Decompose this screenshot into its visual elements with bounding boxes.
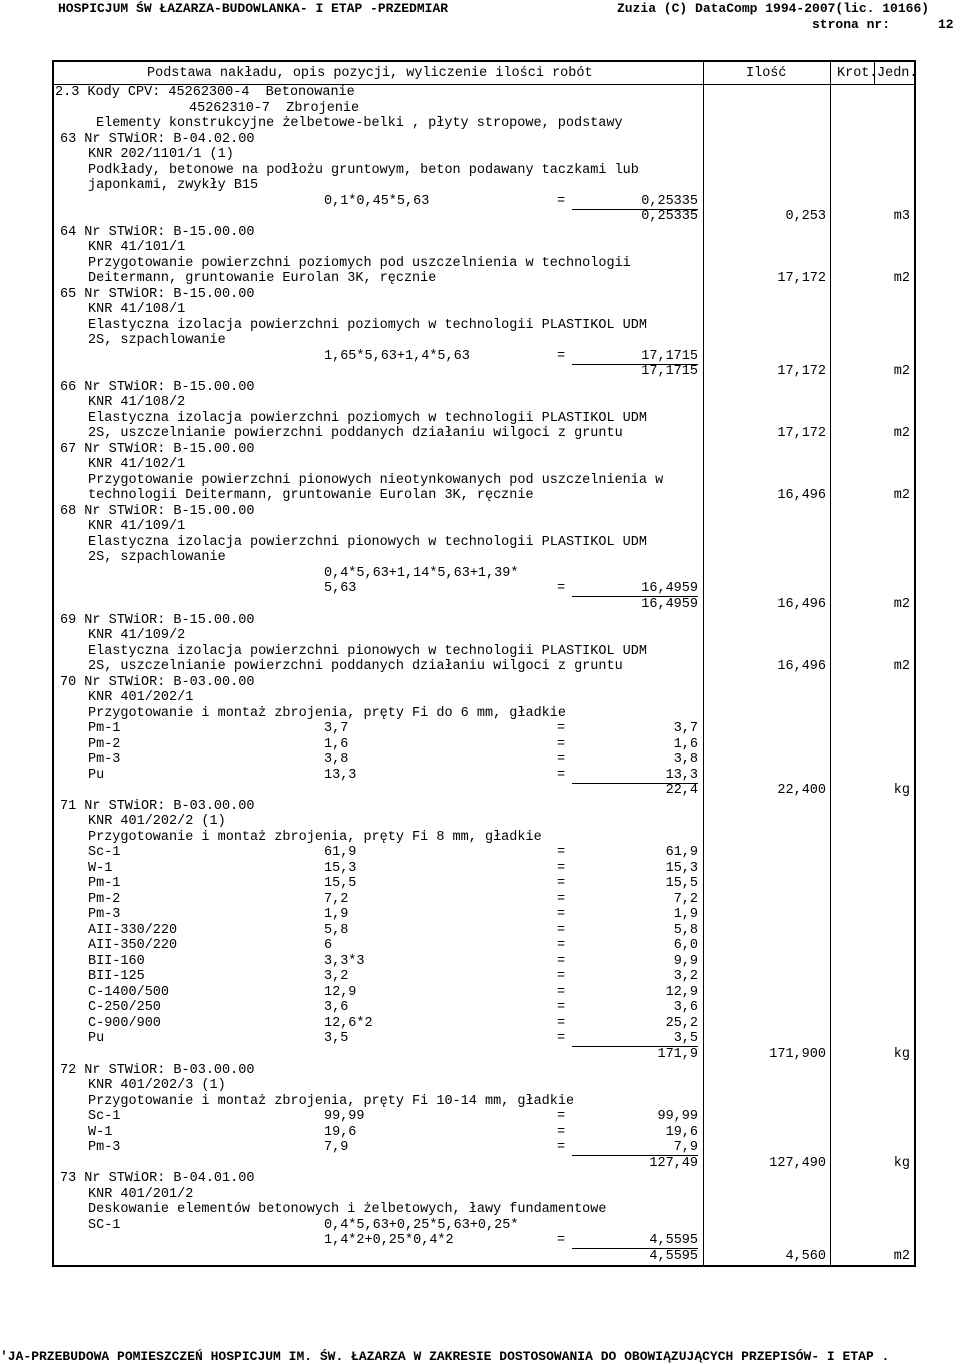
text-line: BII-160 xyxy=(88,954,145,969)
text-line: 65 Nr STWiOR: B-15.00.00 xyxy=(60,287,255,302)
page-number: 12 xyxy=(938,17,954,32)
text-line: = xyxy=(557,768,566,783)
text-line: 0,4*5,63+0,25*5,63+0,25* xyxy=(324,1218,519,1233)
text-line: 3,2 xyxy=(324,969,349,984)
text-line: Pm-3 xyxy=(88,1140,121,1155)
text-line: 171,900 xyxy=(769,1047,826,1062)
text-line: 1,4*2+0,25*0,4*2 xyxy=(324,1233,454,1248)
column-header-quantity: Ilość xyxy=(746,66,787,81)
text-line: 13,3 xyxy=(324,768,357,783)
text-line: 0,1*0,45*5,63 xyxy=(324,194,430,209)
text-line: 3,8 xyxy=(673,752,698,767)
text-line: KNR 401/202/2 (1) xyxy=(88,814,226,829)
text-line: m2 xyxy=(893,1249,910,1264)
page-label: strona nr: xyxy=(812,17,891,32)
text-line: = xyxy=(557,954,566,969)
text-line: m2 xyxy=(893,659,910,674)
text-line: Sc-1 xyxy=(88,1109,121,1124)
text-line: 1,6 xyxy=(673,737,698,752)
text-line: C-250/250 xyxy=(88,1000,161,1015)
text-line: 61,9 xyxy=(324,845,357,860)
text-line: 5,8 xyxy=(324,923,349,938)
text-line: 16,4959 xyxy=(572,581,698,597)
text-line: = xyxy=(557,721,566,736)
text-line: Pm-3 xyxy=(88,752,121,767)
text-line: 3,5 xyxy=(572,1031,698,1047)
text-line: Elastyczna izolacja powierzchni poziomych w technologii PLASTIKOL UDM xyxy=(88,318,647,333)
text-line: 12,9 xyxy=(665,985,698,1000)
text-line: Pu xyxy=(88,768,105,783)
text-line: KNR 41/108/2 xyxy=(88,395,186,410)
text-line: KNR 41/109/1 xyxy=(88,519,186,534)
text-line: kg xyxy=(893,1156,910,1171)
text-line: Pm-2 xyxy=(88,892,121,907)
text-line: 6,0 xyxy=(673,938,698,953)
text-line: 15,3 xyxy=(665,861,698,876)
text-line: 2.3 Kody CPV: 45262300-4 Betonowanie xyxy=(55,85,355,100)
text-line: 5,63 xyxy=(324,581,357,596)
text-line: Sc-1 xyxy=(88,845,121,860)
text-line: 67 Nr STWiOR: B-15.00.00 xyxy=(60,442,255,457)
text-line: 7,9 xyxy=(324,1140,349,1155)
text-line: 70 Nr STWiOR: B-03.00.00 xyxy=(60,675,255,690)
text-line: 127,49 xyxy=(649,1156,698,1171)
text-line: 66 Nr STWiOR: B-15.00.00 xyxy=(60,380,255,395)
text-line: 4,5595 xyxy=(572,1233,698,1249)
text-line: 127,490 xyxy=(769,1156,826,1171)
text-line: 45262310-7 Zbrojenie xyxy=(189,101,360,116)
text-line: 25,2 xyxy=(665,1016,698,1031)
text-line: 1,9 xyxy=(324,907,349,922)
text-line: 4,560 xyxy=(785,1249,826,1264)
text-line: 17,172 xyxy=(777,271,826,286)
text-line: m2 xyxy=(893,488,910,503)
footer-project-title: 'JA-PRZEBUDOWA POMIESZCZEŃ HOSPICJUM IM. ŚW. ŁAZARZA W ZAKRESIE DOSTOSOWANIA DO OBOWIĄZUJĄCYCH PRZEPISÓW- I ETAP . xyxy=(0,1349,890,1364)
text-line: = xyxy=(557,1031,566,1046)
text-line: = xyxy=(557,985,566,1000)
text-line: KNR 41/108/1 xyxy=(88,302,186,317)
text-line: Pm-1 xyxy=(88,721,121,736)
text-line: 15,3 xyxy=(324,861,357,876)
text-line: W-1 xyxy=(88,1125,113,1140)
text-line: 0,25335 xyxy=(572,194,698,210)
text-line: 69 Nr STWiOR: B-15.00.00 xyxy=(60,613,255,628)
text-line: C-1400/500 xyxy=(88,985,170,1000)
text-line: AII-350/220 xyxy=(88,938,178,953)
text-line: 99,99 xyxy=(324,1109,365,1124)
text-line: 17,172 xyxy=(777,364,826,379)
text-line: 3,2 xyxy=(673,969,698,984)
program-info: Zuzia (C) DataComp 1994-2007(lic. 10166) xyxy=(617,1,930,16)
text-line: 99,99 xyxy=(657,1109,698,1124)
text-line: SC-1 xyxy=(88,1218,121,1233)
text-line: m2 xyxy=(893,364,910,379)
text-line: = xyxy=(557,1000,566,1015)
text-line: Deskowanie elementów betonowych i żelbetowych, ławy fundamentowe xyxy=(88,1202,607,1217)
text-line: 3,7 xyxy=(324,721,349,736)
text-line: 2S, uszczelnianie powierzchni poddanych działaniu wilgoci z gruntu xyxy=(88,659,623,674)
text-line: 4,5595 xyxy=(649,1249,698,1264)
text-line: m2 xyxy=(893,271,910,286)
text-line: 15,5 xyxy=(324,876,357,891)
text-line: 19,6 xyxy=(324,1125,357,1140)
text-line: 63 Nr STWiOR: B-04.02.00 xyxy=(60,132,255,147)
text-line: kg xyxy=(893,1047,910,1062)
text-line: KNR 202/1101/1 (1) xyxy=(88,147,234,162)
text-line: = xyxy=(557,194,566,209)
text-line: 0,4*5,63+1,14*5,63+1,39* xyxy=(324,566,519,581)
text-line: Przygotowanie i montaż zbrojenia, pręty Fi 10-14 mm, gładkie xyxy=(88,1094,575,1109)
text-line: 71 Nr STWiOR: B-03.00.00 xyxy=(60,799,255,814)
document-title: HOSPICJUM ŚW ŁAZARZA-BUDOWLANKA- I ETAP -PRZEDMIAR xyxy=(58,1,449,16)
column-divider-krot xyxy=(830,60,831,1267)
text-line: = xyxy=(557,845,566,860)
text-line: 73 Nr STWiOR: B-04.01.00 xyxy=(60,1171,255,1186)
text-line: = xyxy=(557,907,566,922)
text-line: KNR 41/101/1 xyxy=(88,240,186,255)
text-line: = xyxy=(557,1109,566,1124)
text-line: KNR 401/202/3 (1) xyxy=(88,1078,226,1093)
text-line: 5,8 xyxy=(673,923,698,938)
text-line: Przygotowanie i montaż zbrojenia, pręty Fi do 6 mm, gładkie xyxy=(88,706,566,721)
text-line: 171,9 xyxy=(657,1047,698,1062)
text-line: kg xyxy=(893,783,910,798)
text-line: = xyxy=(557,1140,566,1155)
text-line: 12,9 xyxy=(324,985,357,1000)
text-line: = xyxy=(557,938,566,953)
text-line: 17,1715 xyxy=(641,364,698,379)
text-line: 3,5 xyxy=(324,1031,349,1046)
text-line: = xyxy=(557,969,566,984)
column-header-unit: Jedn. xyxy=(877,66,918,81)
text-line: Deitermann, gruntowanie Eurolan 3K, ręcznie xyxy=(88,271,437,286)
text-line: Elastyczna izolacja powierzchni pionowych w technologii PLASTIKOL UDM xyxy=(88,644,647,659)
text-line: 7,9 xyxy=(572,1140,698,1156)
text-line: m2 xyxy=(893,597,910,612)
text-line: 3,8 xyxy=(324,752,349,767)
text-line: 16,496 xyxy=(777,488,826,503)
text-line: W-1 xyxy=(88,861,113,876)
text-line: 68 Nr STWiOR: B-15.00.00 xyxy=(60,504,255,519)
text-line: KNR 41/102/1 xyxy=(88,457,186,472)
text-line: 2S, szpachlowanie xyxy=(88,333,226,348)
text-line: technologii Deitermann, gruntowanie Eurolan 3K, ręcznie xyxy=(88,488,534,503)
text-line: 3,6 xyxy=(673,1000,698,1015)
text-line: 0,253 xyxy=(785,209,826,224)
text-line: 13,3 xyxy=(572,768,698,784)
text-line: Pm-3 xyxy=(88,907,121,922)
text-line: 22,4 xyxy=(665,783,698,798)
text-line: Elastyczna izolacja powierzchni pionowych w technologii PLASTIKOL UDM xyxy=(88,535,647,550)
text-line: 3,3*3 xyxy=(324,954,365,969)
text-line: = xyxy=(557,876,566,891)
text-line: 1,6 xyxy=(324,737,349,752)
text-line: Elementy konstrukcyjne żelbetowe-belki , płyty stropowe, podstawy xyxy=(96,116,623,131)
text-line: = xyxy=(557,1016,566,1031)
text-line: 7,2 xyxy=(324,892,349,907)
text-line: Podkłady, betonowe na podłożu gruntowym, beton podawany taczkami lub xyxy=(88,163,639,178)
text-line: = xyxy=(557,861,566,876)
text-line: = xyxy=(557,737,566,752)
text-line: Przygotowanie powierzchni pionowych nieotynkowanych pod uszczelnienia w xyxy=(88,473,664,488)
text-line: 17,1715 xyxy=(572,349,698,365)
text-line: = xyxy=(557,349,566,364)
text-line: 15,5 xyxy=(665,876,698,891)
text-line: KNR 401/201/2 xyxy=(88,1187,194,1202)
text-line: 3,6 xyxy=(324,1000,349,1015)
text-line: 3,7 xyxy=(673,721,698,736)
text-line: m3 xyxy=(893,209,910,224)
text-line: Pu xyxy=(88,1031,105,1046)
text-line: 1,65*5,63+1,4*5,63 xyxy=(324,349,470,364)
text-line: = xyxy=(557,1233,566,1248)
text-line: C-900/900 xyxy=(88,1016,161,1031)
text-line: = xyxy=(557,923,566,938)
text-line: 17,172 xyxy=(777,426,826,441)
text-line: japonkami, zwykły B15 xyxy=(88,178,259,193)
text-line: AII-330/220 xyxy=(88,923,178,938)
text-line: 7,2 xyxy=(673,892,698,907)
text-line: 16,4959 xyxy=(641,597,698,612)
text-line: Przygotowanie powierzchni poziomych pod uszczelnienia w technologii xyxy=(88,256,631,271)
text-line: Pm-2 xyxy=(88,737,121,752)
text-line: 64 Nr STWiOR: B-15.00.00 xyxy=(60,225,255,240)
text-line: 12,6*2 xyxy=(324,1016,373,1031)
text-line: 72 Nr STWiOR: B-03.00.00 xyxy=(60,1063,255,1078)
text-line: 19,6 xyxy=(665,1125,698,1140)
text-line: 16,496 xyxy=(777,659,826,674)
text-line: 22,400 xyxy=(777,783,826,798)
text-line: = xyxy=(557,1125,566,1140)
text-line: = xyxy=(557,581,566,596)
text-line: 61,9 xyxy=(665,845,698,860)
text-line: 1,9 xyxy=(673,907,698,922)
text-line: Elastyczna izolacja powierzchni poziomych w technologii PLASTIKOL UDM xyxy=(88,411,647,426)
text-line: 2S, uszczelnianie powierzchni poddanych działaniu wilgoci z gruntu xyxy=(88,426,623,441)
text-line: Przygotowanie i montaż zbrojenia, pręty Fi 8 mm, gładkie xyxy=(88,830,542,845)
text-line: = xyxy=(557,892,566,907)
text-line: KNR 401/202/1 xyxy=(88,690,194,705)
text-line: = xyxy=(557,752,566,767)
text-line: 16,496 xyxy=(777,597,826,612)
column-header-description: Podstawa nakładu, opis pozycji, wyliczenie ilości robót xyxy=(147,66,593,81)
text-line: 2S, szpachlowanie xyxy=(88,550,226,565)
text-line: 0,25335 xyxy=(641,209,698,224)
text-line: m2 xyxy=(893,426,910,441)
text-line: Pm-1 xyxy=(88,876,121,891)
text-line: KNR 41/109/2 xyxy=(88,628,186,643)
column-header-krot: Krot. xyxy=(837,66,878,81)
text-line: 9,9 xyxy=(673,954,698,969)
text-line: 6 xyxy=(324,938,333,953)
text-line: BII-125 xyxy=(88,969,145,984)
